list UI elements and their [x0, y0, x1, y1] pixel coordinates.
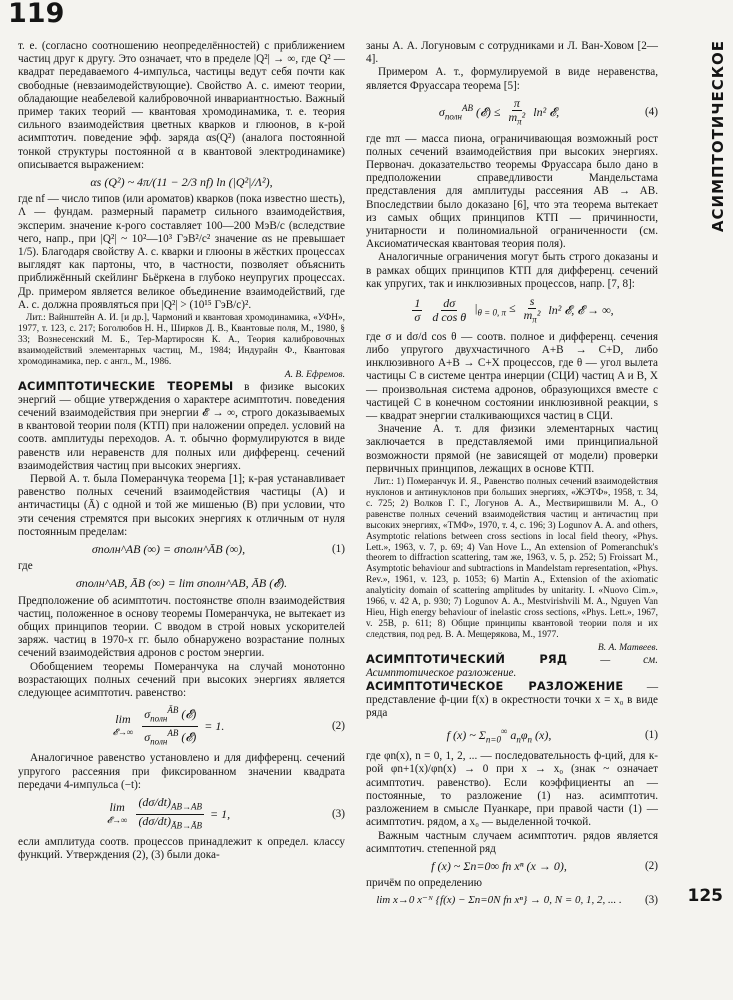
equation-number: (2) — [644, 859, 658, 872]
literature: Лит.: Вайнштейн А. И. [и др.], Чармоний и квантовая хромодинамика, «УФН», 1977, т. 123, с. 217; Боголюбов Н. Н., Ширков Д. В., Квантовые поля, М., 1980, § 33; Вознесенский М. Б., Тер-Мартиросян К. А., Теория калибровочных взаимодействий элементарных частиц, М., 1984; Индурайн Ф., Квантовая хромодинамика, пер. с англ., М., 1986. — [18, 313, 345, 367]
page-number-bottom: 125 — [687, 886, 723, 906]
equation-bound — [366, 295, 658, 327]
equation-2 — [18, 704, 345, 748]
equation-figure: lim 𝓔→∞ $\frac{(d\sigma/dt)_{AB\to AB}}{(d\sigma/dt)_{ĀB\to ĀB}}$ = 1, — [106, 795, 231, 831]
equation-7 — [366, 894, 658, 907]
equation-text: σполн^AB, ĀB (∞) = lim σполн^AB, ĀB (𝓔). — [75, 576, 288, 591]
formula-alpha — [18, 176, 345, 189]
entry-text: в физике высоких энергий — общие утверждения о характере асимптотич. поведения сечений взаимодействия при энергии 𝓔 → ∞, строго доказываемых в квантовой теории поля (КТП) при наложении определ. условий на соотв. амплитуды переходов. А. т. обычно формулируются в виде равенств или неравенств для полных или дифференц. сечений взаимодействия частиц при высоких энергиях. — [18, 380, 345, 472]
paragraph: заны А. А. Логуновым с сотрудниками и Л. Ван-Ховом [2—4]. — [366, 40, 658, 66]
author-signature: В. А. Матвеев. — [597, 641, 658, 653]
equation-5 — [366, 725, 658, 747]
cross-reference: — см. Асимптотическое разложение. — [366, 653, 658, 679]
paragraph: т. е. (согласно соотношению неопределённостей) с приближением частиц друг к другу. Это означает, что в пределе |Q²| → ∞, где Q² — квадрат передаваемого 4-импульса, частицы ведут себя почти как свободные (невзаимодействующие). Свойство А. с. имеют теории, обладающие неабелевой калибровочной инвариантностью. Важный пример таких теорий — квантовая хромодинамика, т. е. теория сильного взаимодействия цветных кварков и глюонов, в к-рой асимптотич. поведение эфф. заряда αs(Q²) (аналога постоянной тонкой структуры постоянной α в квантовой электродинамике) описывается выражением: — [18, 40, 345, 171]
right-column — [366, 40, 658, 912]
equation-number: (3) — [644, 894, 658, 907]
equation-number: (3) — [331, 807, 345, 820]
paragraph: где φn(x), n = 0, 1, 2, ... — последовательность ф-ций, для к-рой φn+1(x)/φn(x) → 0 при x → x₀ (знак ~ означает асимптотич. равенство). Если коэффициенты an — постоянные, то разложение (1) наз. асимптотич. разложением в смысле Пуанкаре, при правой части (1) — асимптотич. рядом, а x₀ — выделенной точкой. — [366, 750, 658, 829]
equation-figure: $\sigma_{полн}^{AB}$ (𝓔) ≤ $\frac{\pi}{m_\pi^2}$ ln² 𝓔, — [438, 95, 560, 127]
formula-text: αs (Q²) ~ 4π/(11 − 2/3 nf) ln (|Q²|/Λ²), — [90, 175, 273, 190]
paragraph: Аналогичные ограничения могут быть строго доказаны и в рамках общих принципов КТП для дифференц. сечений как упругих, так и инклюзивных процессов, напр. [7, 8]: — [366, 251, 658, 290]
equation-figure: f (x) ~ $\Sigma_{n=0}^\infty$ $a_n\varphi_n$ (x), — [446, 725, 552, 745]
entry-series — [366, 653, 658, 680]
paragraph: где nf — число типов (или ароматов) кварков (пока известно шесть), Λ — фундам. размерный параметр сильного взаимодействия, эксперим. значение к-рого составляет 100—200 МэВ/с (вследствие чего, напр., при |Q²| ~ 10²—10³ ГэВ²/с² значение αs не превышает 1/5). Благодаря свойству А. с. кварки и глюоны в жёстких процессах выглядят как партоны, что, в частности, позволяет объяснить приближённый скейлинг Бьёркена в глубоко неупругих процессах. Др. примером является великое объединение взаимодействий, где А. с. должна проявляться при |Q²| > (10¹⁵ ГэВ/с)². — [18, 193, 345, 311]
equation-3 — [18, 796, 345, 832]
paragraph: Значение А. т. для физики элементарных частиц заключается в представляемой ими принципиальной возможности прямой (не зависящей от модели) проверки первичных принципов, лежащих в основе КТП. — [366, 423, 658, 475]
paragraph: где mπ — масса пиона, ограничивающая возможный рост полных сечений взаимодействия при высоких энергиях. Первонач. доказательство теоремы Фруассара было дано в предположении справедливости Мандельстама представления для амплитуды рассеяния AB → AB. Впоследствии было доказано [6], что эта теорема вытекает из самых общих принципов КТП — причинности, унитарности и полиномиальной ограниченности (см. Аксиоматическая квантовая теория поля). — [366, 132, 658, 251]
paragraph: где σ и dσ/d cos θ — соотв. полное и дифференц. сечения либо упругого двухчастичного A+B → C+D, либо инклюзивного A+B → C+X процессов, где θ — угол вылета частицы C в системе центра инерции (СЦИ) частиц A и B, X — произвольная система адронов, образующихся вместе с частицей C в конечном состоянии инклюзивной реакции, s — квадрат энергии сталкивающихся частиц в СЦИ. — [366, 330, 658, 423]
paragraph: причём по определению — [366, 877, 482, 890]
paragraph: Предположение об асимптотич. постоянстве σполн взаимодействия частиц, положенное в основу теоремы Померанчука, не вытекает из общих принципов теории. С вводом в строй новых ускорителей заряж. частиц в 1970-х гг. было обнаружено возрастание полных сечений взаимодействия адронов с ростом энергии. — [18, 594, 345, 660]
literature: Лит.: 1) Померанчук И. Я., Равенство полных сечений взаимодействия нуклонов и антинуклонов при больших энергиях, «ЖЭТФ», 1958, т. 34, с. 725; 2) Волков Г. Г., Логунов А. А., Мествиришвили М. А., О равенстве полных сечений взаимодействия частиц и античастиц при высоких энергиях, «ТМФ», 1970, т. 4, с. 196; 3) Logunov A. A. and others, Asymptotic relations between cross sections in local field theory, «Phys. Lett.», 1963, v. 7, p. 69; 4) Van Hove L., An extension of Pomeranchuk's theorem to diffraction scattering, там же, 1963, v. 5, p. 252; 5) Froissart M., Asymptotic behaviour and subtractions in Mandelstam representation, «Phys. Rev.», 1961, v. 123, p. 1053; 6) Martin A., Extension of the axiomatic analyticity domain of scattering amplitudes by unitarity. I. «Nuovo Cim.», 1966, v. 42 A, p. 930; 7) Logunov A. A., Mestvirishvili M. A., Nguyen Van Hieu, High energy behaviour of inelastic cross sections, «Phys. Lett.», 1967, v. 25B, p. 611; 8) Общие принципы квантовой теории поля и их следствия, под ред. В. А. Мещерякова, М., 1977. — [366, 477, 658, 640]
left-column — [18, 40, 345, 863]
paragraph: Аналогичное равенство установлено и для дифференц. сечений упругого рассеяния при фиксированном значении квадрата передачи 4-импульса (−t): — [18, 752, 345, 791]
equation-text: lim x→0 x⁻ᴺ {f(x) − Σn=0N fn xⁿ} → 0, N = 0, 1, 2, ... . — [376, 894, 622, 907]
equation-1 — [18, 543, 345, 556]
running-head: АСИМПТОТИЧЕСКОЕ — [709, 40, 727, 233]
paragraph: Примером А. т., формулируемой в виде неравенства, является Фруассара теорема [5]: — [366, 66, 658, 92]
equation-number: (4) — [644, 106, 658, 119]
equation-number: (1) — [644, 728, 658, 741]
equation-number: (1) — [331, 543, 345, 556]
paragraph: Первой А. т. была Померанчука теорема [1]; к-рая устанавливает равенство полных сечений взаимодействия частицы (A) и античастицы (Ā) с одной и той же мишенью (B) при условии, что эти сечения стремятся при высоких энергиях к отличным от нуля постоянным пределам: — [18, 473, 345, 538]
equation-figure: $\frac{1}{\sigma}$ $\frac{d\sigma}{\text{d cos θ}}$ $|_{\theta = 0, \pi}$ ≤ $\frac{s}{m_\pi^2}$ ln² 𝓔, 𝓔 → ∞, — [414, 294, 614, 325]
paragraph: Обобщением теоремы Померанчука на случай монотонно возрастающих полных сечений при высоких энергиях является следующее асимптотич. равенство: — [18, 660, 345, 700]
equation-4 — [366, 97, 658, 129]
equation-number: (2) — [331, 719, 345, 732]
entry-expansion — [366, 680, 658, 721]
paragraph: где — [18, 560, 33, 573]
page-number-top: 119 — [8, 0, 65, 29]
paragraph: если амплитуда соотв. процессов принадлежит к определ. классу функций. Утверждения (2), (3) были дока- — [18, 836, 345, 862]
entry-text: — представление ф-ции f(x) в окрестности точки x = x₀ в виде ряда — [366, 681, 659, 720]
headword-series: АСИМПТОТИЧЕСКИЙ РЯД — [366, 651, 568, 666]
headword-expansion: АСИМПТОТИЧЕСКОЕ РАЗЛОЖЕНИЕ — [366, 679, 624, 694]
author-signature: А. В. Ефремов. — [284, 368, 345, 380]
equation-text: σполн^AB (∞) = σполн^ĀB (∞), — [91, 542, 246, 557]
equation-6 — [366, 860, 658, 873]
paragraph: Важным частным случаем асимптотич. рядов является асимптотич. степенной ряд — [366, 829, 658, 855]
equation-figure: lim 𝓔→∞ $\frac{\sigma_{полн}^{ĀB} (𝓔)}{\sigma_{полн}^{AB} (𝓔)}$ = 1. — [112, 705, 225, 747]
headword-theorems: АСИМПТОТИЧЕСКИЕ ТЕОРЕМЫ — [18, 378, 234, 393]
equation-text: f (x) ~ Σn=0∞ fn xⁿ (x → 0), — [431, 858, 567, 873]
equation-1b — [18, 577, 345, 590]
entry-theorems — [18, 380, 345, 473]
